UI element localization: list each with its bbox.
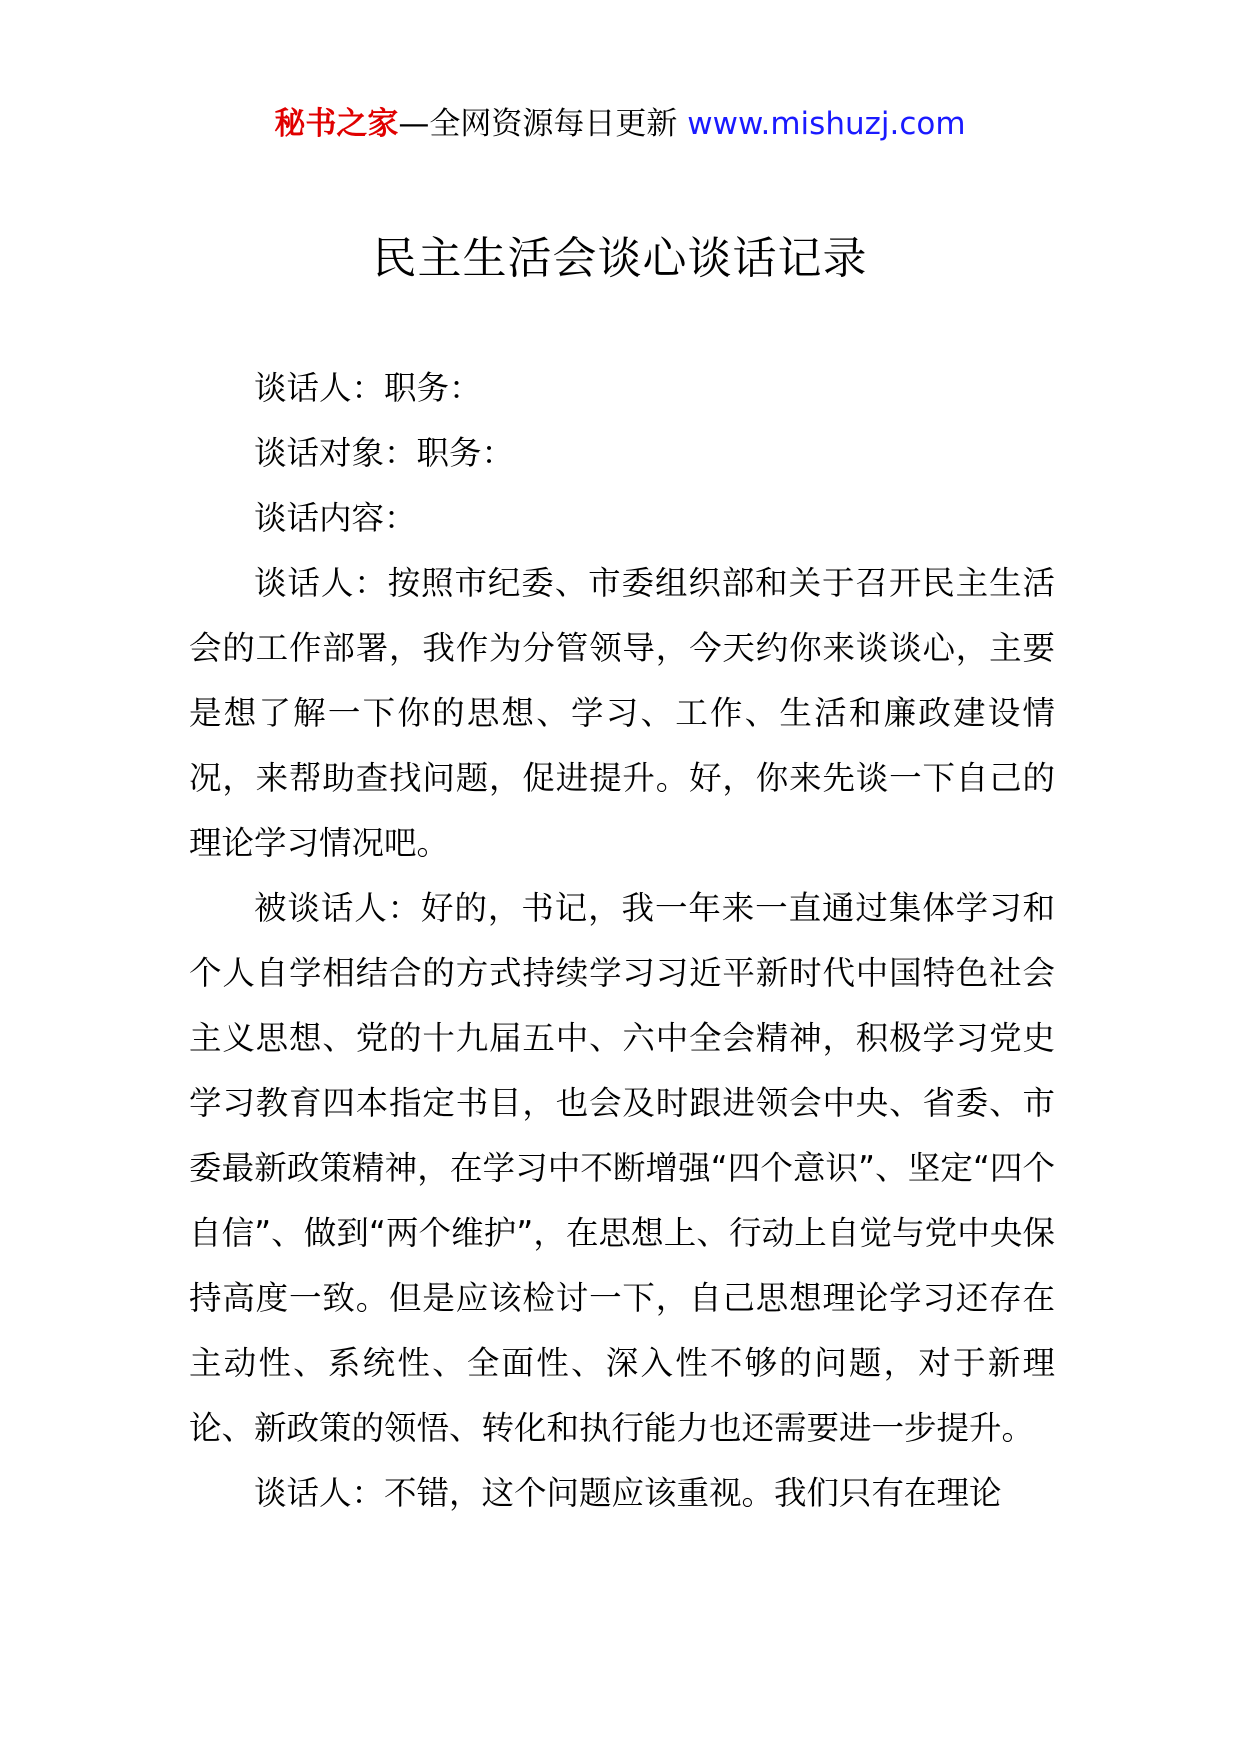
document-body bbox=[189, 356, 1055, 1526]
field-speaker: 谈话人：职务： bbox=[254, 369, 482, 407]
field-target: 谈话对象：职务： bbox=[254, 434, 515, 472]
paragraph-speaker-opening: 谈话人：按照市纪委、市委组织部和关于召开民主生活会的工作部署，我作为分管领导，今天约你来谈谈心，主要是想了解一下你的思想、学习、工作、生活和廉政建设情况，来帮助查找问题，促进提升。好，你来先谈一下自己的理论学习情况吧。 bbox=[189, 564, 1055, 862]
paragraph-speaker-followup: 谈话人：不错，这个问题应该重视。我们只有在理论 bbox=[254, 1474, 1002, 1512]
website-link[interactable]: www.mishuzj.com bbox=[687, 106, 966, 142]
watermark-header bbox=[0, 100, 1240, 148]
brand-tagline: —全网资源每日更新 bbox=[398, 106, 678, 142]
paragraph-respondent-reply: 被谈话人：好的，书记，我一年来一直通过集体学习和个人自学相结合的方式持续学习习近平新时代中国特色社会主义思想、党的十九届五中、六中全会精神，积极学习党史学习教育四本指定书目，也会及时跟进领会中央、省委、市委最新政策精神，在学习中不断增强“四个意识”、坚定“四个自信”、做到“两个维护”，在思想上、行动上自觉与党中央保持高度一致。但是应该检讨一下，自己思想理论学习还存在主动性、系统性、全面性、深入性不够的问题，对于新理论、新政策的领悟、转化和执行能力也还需要进一步提升。 bbox=[189, 889, 1055, 1447]
document-title: 民主生活会谈心谈话记录 bbox=[372, 233, 868, 284]
field-content: 谈话内容： bbox=[254, 499, 417, 537]
brand-name: 秘书之家 bbox=[274, 106, 399, 142]
